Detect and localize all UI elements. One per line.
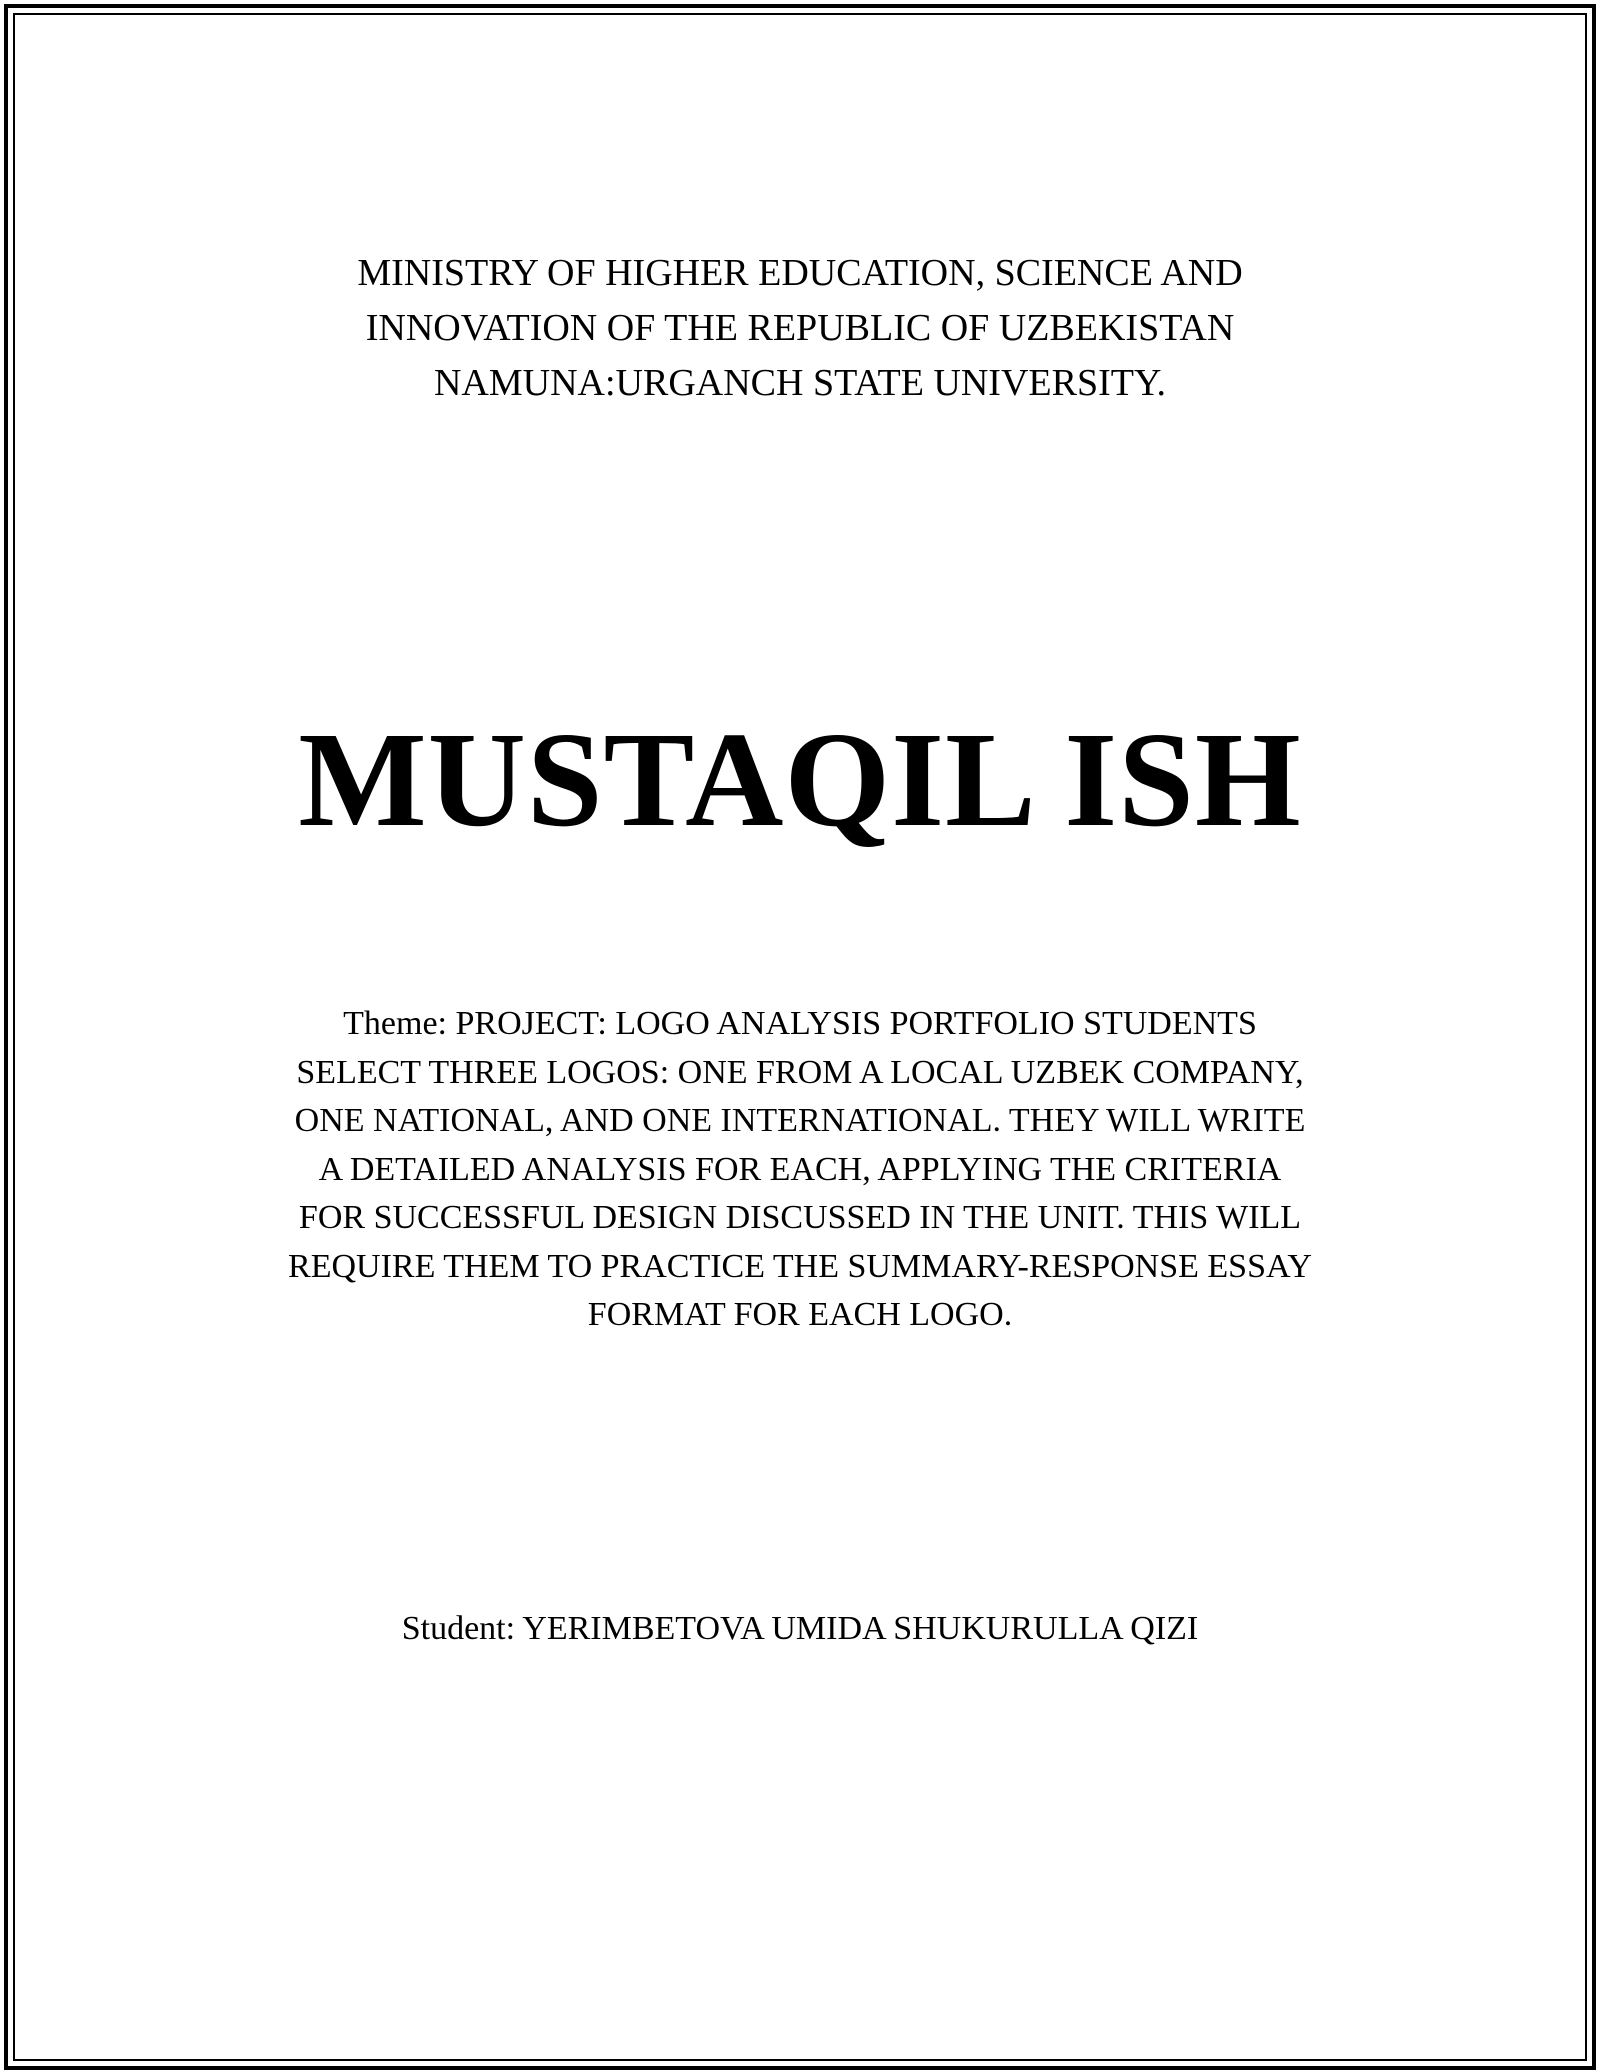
document-title: MUSTAQIL ISH bbox=[298, 705, 1302, 855]
ministry-line: MINISTRY OF HIGHER EDUCATION, SCIENCE AND bbox=[357, 252, 1243, 294]
ministry-header bbox=[0, 246, 1600, 411]
theme-block bbox=[0, 1000, 1600, 1340]
theme-line: SELECT THREE LOGOS: ONE FROM A LOCAL UZBEK COMPANY, bbox=[296, 1053, 1304, 1091]
theme-line: Theme: PROJECT: LOGO ANALYSIS PORTFOLIO STUDENTS bbox=[343, 1005, 1257, 1042]
university-line: NAMUNA:URGANCH STATE UNIVERSITY. bbox=[433, 362, 1166, 404]
theme-line: FORMAT FOR EACH LOGO. bbox=[587, 1296, 1013, 1333]
theme-line: ONE NATIONAL, AND ONE INTERNATIONAL. THEY WILL WRITE bbox=[294, 1102, 1306, 1139]
theme-line: A DETAILED ANALYSIS FOR EACH, APPLYING THE CRITERIA bbox=[318, 1150, 1282, 1188]
student-name: Student: YERIMBETOVA UMIDA SHUKURULLA QIZI bbox=[401, 1610, 1199, 1647]
theme-line: REQUIRE THEM TO PRACTICE THE SUMMARY-RESPONSE ESSAY bbox=[288, 1247, 1312, 1285]
theme-line: FOR SUCCESSFUL DESIGN DISCUSSED IN THE UNIT. THIS WILL bbox=[298, 1199, 1302, 1236]
ministry-line: INNOVATION OF THE REPUBLIC OF UZBEKISTAN bbox=[365, 307, 1235, 349]
